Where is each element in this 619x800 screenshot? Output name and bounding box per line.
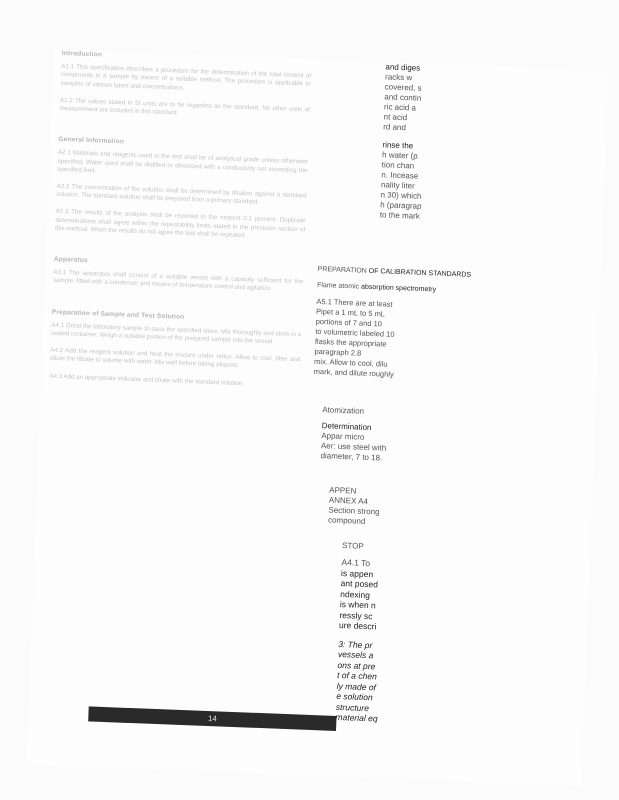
text-line: 3: The pr — [338, 638, 373, 650]
text-line: Aer: use steel with — [320, 441, 387, 453]
paragraph: A2.3 The results of the analysis shall be reported to the nearest 0.1 percent. Duplicate determinations shall agree within the repeatability limits stated in the precision section of this method. When the results do not agree the test shall be repeated. — [54, 208, 306, 239]
text-fragment: n 30) which — [380, 190, 422, 201]
text-line: vessels a — [337, 648, 374, 661]
top-fragments — [380, 62, 586, 228]
paragraph: A4.1 Grind the laboratory sample to pass the specified sieve. Mix thoroughly and store in a sealed container. Weigh a suitable portion of the prepared sample into the vessel. — [50, 321, 302, 346]
text-line: ons at pre — [337, 659, 376, 671]
text-fragment: n. Incease — [381, 170, 419, 181]
section-heading: STOP — [341, 541, 364, 551]
text-line: A4.1 To — [341, 557, 371, 569]
annex-line: Section strong — [328, 505, 380, 517]
text-fragment: nt acid — [383, 112, 408, 123]
section-heading: Preparation of Sample and Test Solution — [51, 308, 185, 321]
sub-heading-suffix: absorption spectrometry — [360, 283, 437, 294]
section-heading: General Information — [58, 136, 125, 146]
text-line: structure — [335, 701, 370, 713]
text-fragment: tion chan — [381, 160, 415, 171]
section-heading-suffix: OF CALIBRATION STANDARDS — [368, 267, 472, 279]
annex-line: ANNEX A4 — [328, 495, 369, 506]
text-line: mark, and dilute roughly — [313, 366, 394, 379]
paragraph: A1.1 This specification describes a procedure for the determination of the total content of compounds in a sample by means of a suitable method. The procedure is applicable to samples of various types and concentrations. — [60, 63, 312, 92]
text-fragment: rinse the — [382, 140, 414, 151]
text-fragment: h water (p — [381, 150, 418, 161]
section-heading: Introduction — [61, 49, 103, 59]
text-fragment: nality liter — [380, 180, 415, 191]
paragraph-lead: A5.1 There are at least — [316, 296, 393, 309]
text-line: paragraph 2.8 — [314, 346, 362, 358]
scanned-page — [26, 50, 608, 786]
text-fragment: rd and — [383, 122, 407, 133]
text-line: portions of 7 and 10 — [315, 316, 383, 329]
page-footer-bar — [88, 706, 336, 731]
text-line: mix. Allow to cool, dilu — [313, 356, 388, 369]
text-line: is appen — [340, 567, 374, 579]
text-line: ure descri — [338, 619, 377, 632]
annex-line: compound — [327, 515, 366, 526]
text-fragment: h (paragrap — [380, 200, 422, 211]
text-line: flasks the appropriate — [314, 336, 387, 349]
text-line: e solution — [336, 690, 373, 703]
text-fragment: and contin — [384, 92, 422, 103]
text-line: ressly sc — [339, 609, 373, 621]
text-line: to volumetric labeled 10 — [315, 326, 395, 339]
text-fragment: racks w — [384, 72, 413, 83]
text-fragment: covered, s — [384, 82, 422, 93]
text-line: Determination — [321, 421, 372, 433]
calibration-section — [314, 265, 578, 387]
text-line: ant posed — [340, 578, 379, 590]
text-fragment: and diges — [385, 62, 421, 73]
left-column — [49, 50, 312, 399]
text-fragment: ric acid a — [383, 102, 417, 113]
page-number: 14 — [207, 714, 217, 724]
paragraph: A1.2 The values stated in SI units are to be regarded as the standard. No other units of measurement are included in this standard. — [59, 96, 310, 117]
paragraph: A2.2 The concentration of the solution shall be determined by titration against a standard solution. The standard solution shall be prepared from a primary standard. — [56, 182, 307, 206]
annex-line: APPEN — [329, 485, 357, 496]
text-line: t of a chen — [336, 669, 377, 682]
right-column — [313, 60, 588, 724]
stop-section — [335, 541, 572, 731]
section-heading: PREPARATION — [317, 265, 367, 275]
text-line: diameter, 7 to 18. — [320, 451, 383, 463]
paragraph: A4.2 Add the reagent solution and heat the mixture under reflux. Allow to cool, filter and dilute the filtrate to volume with water. Mix well before taking aliquots. — [49, 346, 301, 370]
text-line: Pipet a 1 mL to 5 mL — [315, 306, 386, 319]
atomization-section — [320, 405, 572, 471]
text-line: ndexing — [340, 588, 371, 600]
text-line: Appar micro — [321, 431, 365, 442]
section-heading: Atomization — [322, 405, 365, 416]
paragraph: A2.1 Materials and reagents used in the test shall be of analytical grade unless otherwise specified. Water used shall be distilled or deionized with a conductivity not exceeding the specified limit. — [57, 149, 308, 175]
text-line: material eq — [335, 711, 378, 724]
text-line: ly made of — [336, 680, 377, 692]
text-fragment: to the mark — [379, 210, 420, 221]
section-heading: Apparatus — [53, 255, 88, 265]
sub-heading: Flame atomic — [316, 281, 360, 291]
annex-section — [328, 486, 569, 535]
paragraph: A4.3 Add an appropriate indicator and titrate with the standard solution. — [49, 372, 245, 387]
paragraph: A3.1 The apparatus shall consist of a suitable vessel with a capacity sufficient for the sample, fitted with a condenser and means of temperature control and agitation. — [52, 269, 304, 293]
text-line: is when n — [339, 598, 376, 611]
